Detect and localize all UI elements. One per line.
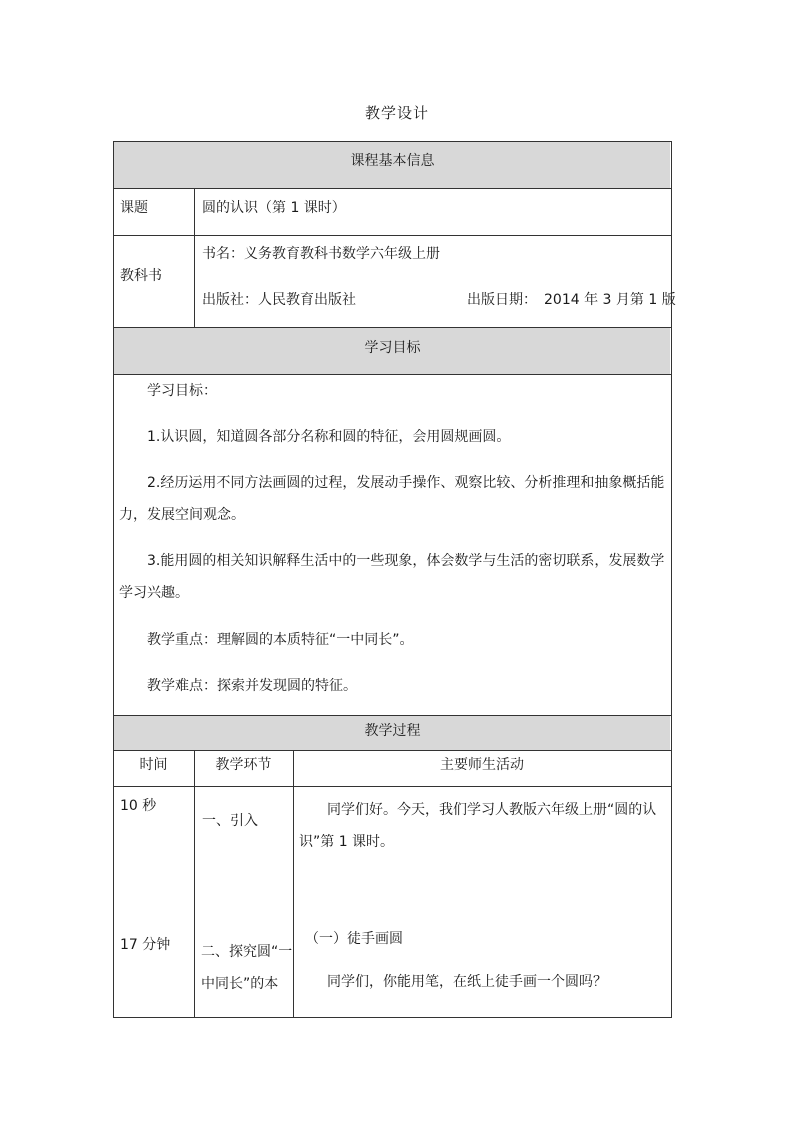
publication-date-value: 2014 年 3 月第 1 版 xyxy=(544,292,676,308)
row2-activity-subheading: （一）徒手画圆 xyxy=(305,931,403,947)
border-line xyxy=(113,235,672,236)
course-info-header: 课程基本信息 xyxy=(350,153,435,169)
publisher: 出版社：人民教育出版社 xyxy=(202,292,356,308)
row1-time: 10 秒 xyxy=(120,798,157,814)
border-line xyxy=(113,141,114,1018)
teaching-process-header: 教学过程 xyxy=(364,723,421,739)
learning-goal-2: 2.经历运用不同方法画圆的过程，发展动手操作、观察比较、分析推理和抽象概括能 力，发展空间观念。 xyxy=(119,475,665,523)
textbook-label: 教科书 xyxy=(120,268,162,284)
column-header-time: 时间 xyxy=(139,757,168,773)
learning-goals-intro: 学习目标： xyxy=(147,383,217,399)
border-line xyxy=(194,750,195,1018)
border-line xyxy=(293,750,294,1018)
book-name: 书名：义务教育教科书数学六年级上册 xyxy=(202,246,440,262)
border-line xyxy=(113,141,672,142)
border-line xyxy=(194,188,195,328)
row1-activity: 同学们好。今天，我们学习人教版六年级上册“圆的认 识”第 1 课时。 xyxy=(299,802,657,850)
border-line xyxy=(671,141,672,1018)
column-header-stage: 教学环节 xyxy=(215,757,272,773)
border-line xyxy=(113,327,672,328)
border-line xyxy=(113,786,672,787)
border-line xyxy=(113,715,672,716)
learning-goal-1: 1.认识圆，知道圆各部分名称和圆的特征，会用圆规画圆。 xyxy=(147,429,511,445)
border-line xyxy=(113,1017,672,1018)
border-line xyxy=(113,750,672,751)
document-title: 教学设计 xyxy=(364,104,429,122)
teaching-key-point: 教学重点：理解圆的本质特征“一中同长”。 xyxy=(147,632,414,648)
row2-stage: 二、探究圆“一 中同长”的本 xyxy=(201,944,293,992)
topic-label: 课题 xyxy=(120,200,148,216)
border-line xyxy=(113,188,672,189)
learning-goal-3: 3.能用圆的相关知识解释生活中的一些现象，体会数学与生活的密切联系，发展数学 学习兴趣。 xyxy=(119,553,665,601)
column-header-activity: 主要师生活动 xyxy=(440,757,524,773)
row2-time: 17 分钟 xyxy=(120,937,171,953)
lesson-plan-table xyxy=(113,141,676,1018)
row1-stage: 一、引入 xyxy=(202,813,258,829)
teaching-difficulty: 教学难点：探索并发现圆的特征。 xyxy=(147,678,357,694)
row2-activity-text: 同学们，你能用笔，在纸上徒手画一个圆吗？ xyxy=(327,974,607,990)
learning-goals-header: 学习目标 xyxy=(364,340,421,356)
publication-date-label: 出版日期： xyxy=(467,292,537,308)
topic-value: 圆的认识（第 1 课时） xyxy=(202,200,346,216)
